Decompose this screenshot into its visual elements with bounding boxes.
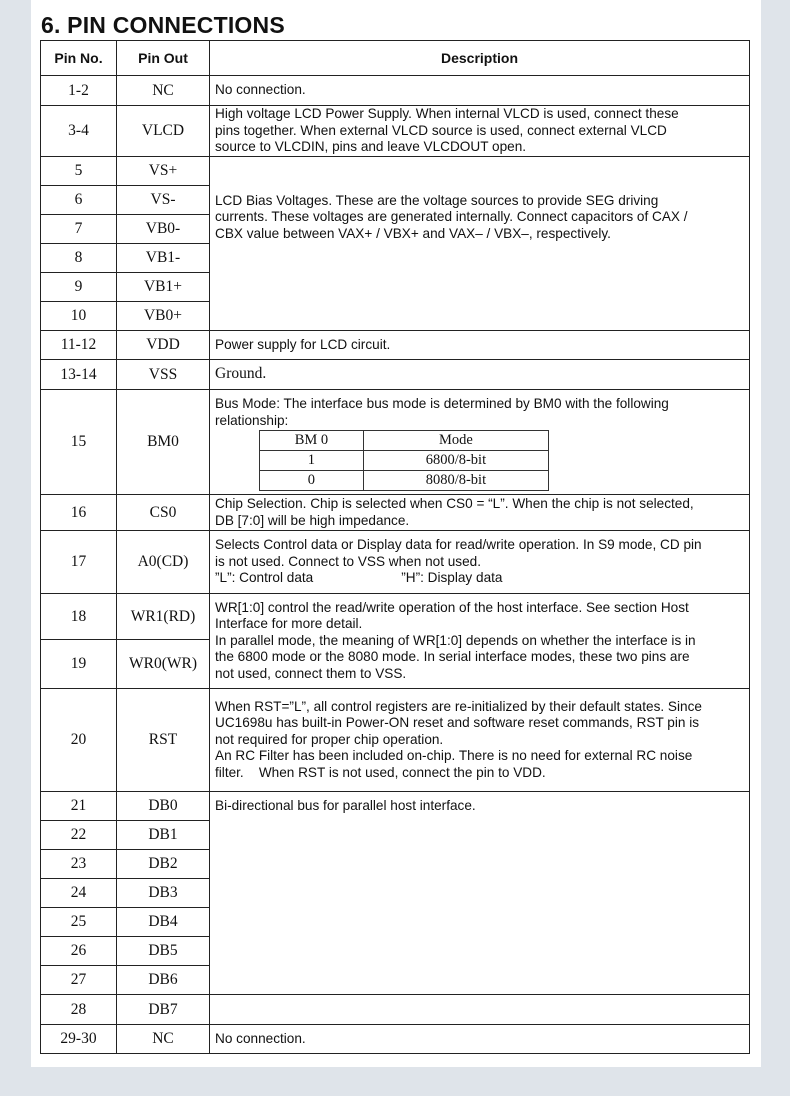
pin-number: 23 (41, 850, 117, 879)
bus-mode-cell: 0 (260, 471, 364, 491)
pin-number: 16 (41, 495, 117, 531)
table-row (41, 390, 750, 495)
header-pin-no: Pin No. (41, 41, 117, 76)
description-line: An RC Filter has been included on-chip. There is no need for external RC noise (215, 748, 693, 764)
pin-description: No connection. (210, 76, 750, 106)
pin-out: RST (117, 689, 210, 792)
pin-out: VDD (117, 331, 210, 360)
pin-number: 6 (41, 186, 117, 215)
pin-connections-table (40, 40, 750, 1054)
table-row (41, 995, 750, 1025)
pin-number: 17 (41, 531, 117, 594)
pin-out: WR1(RD) (117, 594, 210, 640)
pin-description (210, 106, 750, 157)
pin-number: 7 (41, 215, 117, 244)
bus-mode-cell: 1 (260, 451, 364, 471)
pin-number: 3-4 (41, 106, 117, 157)
pin-number: 1-2 (41, 76, 117, 106)
pin-number: 8 (41, 244, 117, 273)
pin-out: VS+ (117, 157, 210, 186)
pin-number: 9 (41, 273, 117, 302)
bus-mode-cell: 6800/8-bit (363, 451, 548, 471)
description-line: CBX value between VAX+ / VBX+ and VAX– / VBX–, respectively. (215, 225, 611, 241)
pin-description: Bi-directional bus for parallel host interface. (210, 792, 750, 995)
description-line: High voltage LCD Power Supply. When internal VLCD is used, connect these (215, 106, 679, 122)
table-row (41, 792, 750, 821)
pin-out: DB2 (117, 850, 210, 879)
pin-out: WR0(WR) (117, 640, 210, 689)
pin-number: 20 (41, 689, 117, 792)
table-row (41, 331, 750, 360)
pin-description (210, 157, 750, 331)
pin-out: VB0- (117, 215, 210, 244)
pin-number: 26 (41, 937, 117, 966)
pin-description: Ground. (210, 360, 750, 390)
pin-number: 10 (41, 302, 117, 331)
pin-description (210, 531, 750, 594)
table-row (41, 360, 750, 390)
header-description: Description (210, 41, 750, 76)
pin-number: 29-30 (41, 1025, 117, 1054)
description-line: UC1698u has built-in Power-ON reset and software reset commands, RST pin is (215, 715, 700, 731)
pin-description: No connection. (210, 1025, 750, 1054)
description-line: currents. These voltages are generated internally. Connect capacitors of CAX / (215, 209, 688, 225)
pin-out: VB1- (117, 244, 210, 273)
pin-out: DB3 (117, 879, 210, 908)
description-line: Bus Mode: The interface bus mode is determined by BM0 with the following (215, 396, 669, 411)
pin-out: DB7 (117, 995, 210, 1025)
description-line: Chip Selection. Chip is selected when CS0 = “L”. When the chip is not selected, (215, 496, 694, 511)
pin-description (210, 390, 750, 495)
pin-out: DB6 (117, 966, 210, 995)
description-line: not used, connect them to VSS. (215, 665, 407, 681)
section-title: 6. PIN CONNECTIONS (41, 12, 285, 38)
pin-number: 24 (41, 879, 117, 908)
table-header-row (41, 41, 750, 76)
description-line: Selects Control data or Display data for read/write operation. In S9 mode, CD pin (215, 537, 702, 553)
document-page (31, 0, 761, 1067)
pin-out: VB0+ (117, 302, 210, 331)
description-line: relationship: (215, 412, 289, 428)
pin-out: VLCD (117, 106, 210, 157)
pin-out: VB1+ (117, 273, 210, 302)
pin-out: DB4 (117, 908, 210, 937)
pin-out: NC (117, 1025, 210, 1054)
table-row (41, 106, 750, 157)
description-line: When RST=”L”, all control registers are re-initialized by their default states. Since (215, 698, 702, 714)
bus-mode-header-row (260, 431, 549, 451)
table-row (41, 594, 750, 640)
pin-out: CS0 (117, 495, 210, 531)
pin-number: 27 (41, 966, 117, 995)
description-line: Interface for more detail. (215, 616, 363, 632)
description-line: filter. When RST is not used, connect the pin to VDD. (215, 764, 546, 780)
pin-description (210, 594, 750, 689)
description-line: LCD Bias Voltages. These are the voltage sources to provide SEG driving (215, 192, 659, 208)
description-line: is not used. Connect to VSS when not used. (215, 553, 482, 569)
pin-description (210, 689, 750, 792)
pin-out: NC (117, 76, 210, 106)
bus-mode-cell: 8080/8-bit (363, 471, 548, 491)
pin-number: 22 (41, 821, 117, 850)
description-line: WR[1:0] control the read/write operation of the host interface. See section Host (215, 599, 689, 615)
pin-number: 13-14 (41, 360, 117, 390)
pin-number: 11-12 (41, 331, 117, 360)
pin-number: 5 (41, 157, 117, 186)
pin-out: VSS (117, 360, 210, 390)
pin-number: 28 (41, 995, 117, 1025)
pin-out: A0(CD) (117, 531, 210, 594)
pin-number: 21 (41, 792, 117, 821)
bus-mode-table (259, 430, 549, 491)
description-line: the 6800 mode or the 8080 mode. In serial interface modes, these two pins are (215, 649, 690, 665)
bus-mode-row (260, 471, 549, 491)
pin-out: BM0 (117, 390, 210, 495)
pin-number: 15 (41, 390, 117, 495)
header-pin-out: Pin Out (117, 41, 210, 76)
table-row (41, 1025, 750, 1054)
description-line: not required for proper chip operation. (215, 731, 444, 747)
bus-mode-header: BM 0 (260, 431, 364, 451)
pin-number: 25 (41, 908, 117, 937)
bus-mode-row (260, 451, 549, 471)
table-row (41, 76, 750, 106)
display-data-label: ”H”: Display data (401, 570, 503, 586)
description-line: pins together. When external VLCD source is used, connect external VLCD (215, 122, 667, 138)
table-row (41, 689, 750, 792)
pin-description (210, 495, 750, 531)
table-row (41, 495, 750, 531)
control-data-label: ”L”: Control data (215, 570, 314, 586)
pin-out: DB5 (117, 937, 210, 966)
description-line: source to VLCDIN, pins and leave VLCDOUT open. (215, 139, 527, 155)
description-line (215, 570, 745, 587)
bus-mode-header: Mode (363, 431, 548, 451)
pin-description: Power supply for LCD circuit. (210, 331, 750, 360)
description-line: DB [7:0] will be high impedance. (215, 512, 410, 528)
pin-description (210, 995, 750, 1025)
table-row (41, 531, 750, 594)
pin-out: DB1 (117, 821, 210, 850)
pin-out: VS- (117, 186, 210, 215)
pin-number: 18 (41, 594, 117, 640)
pin-out: DB0 (117, 792, 210, 821)
table-row (41, 157, 750, 186)
pin-number: 19 (41, 640, 117, 689)
description-line: In parallel mode, the meaning of WR[1:0] depends on whether the interface is in (215, 632, 696, 648)
